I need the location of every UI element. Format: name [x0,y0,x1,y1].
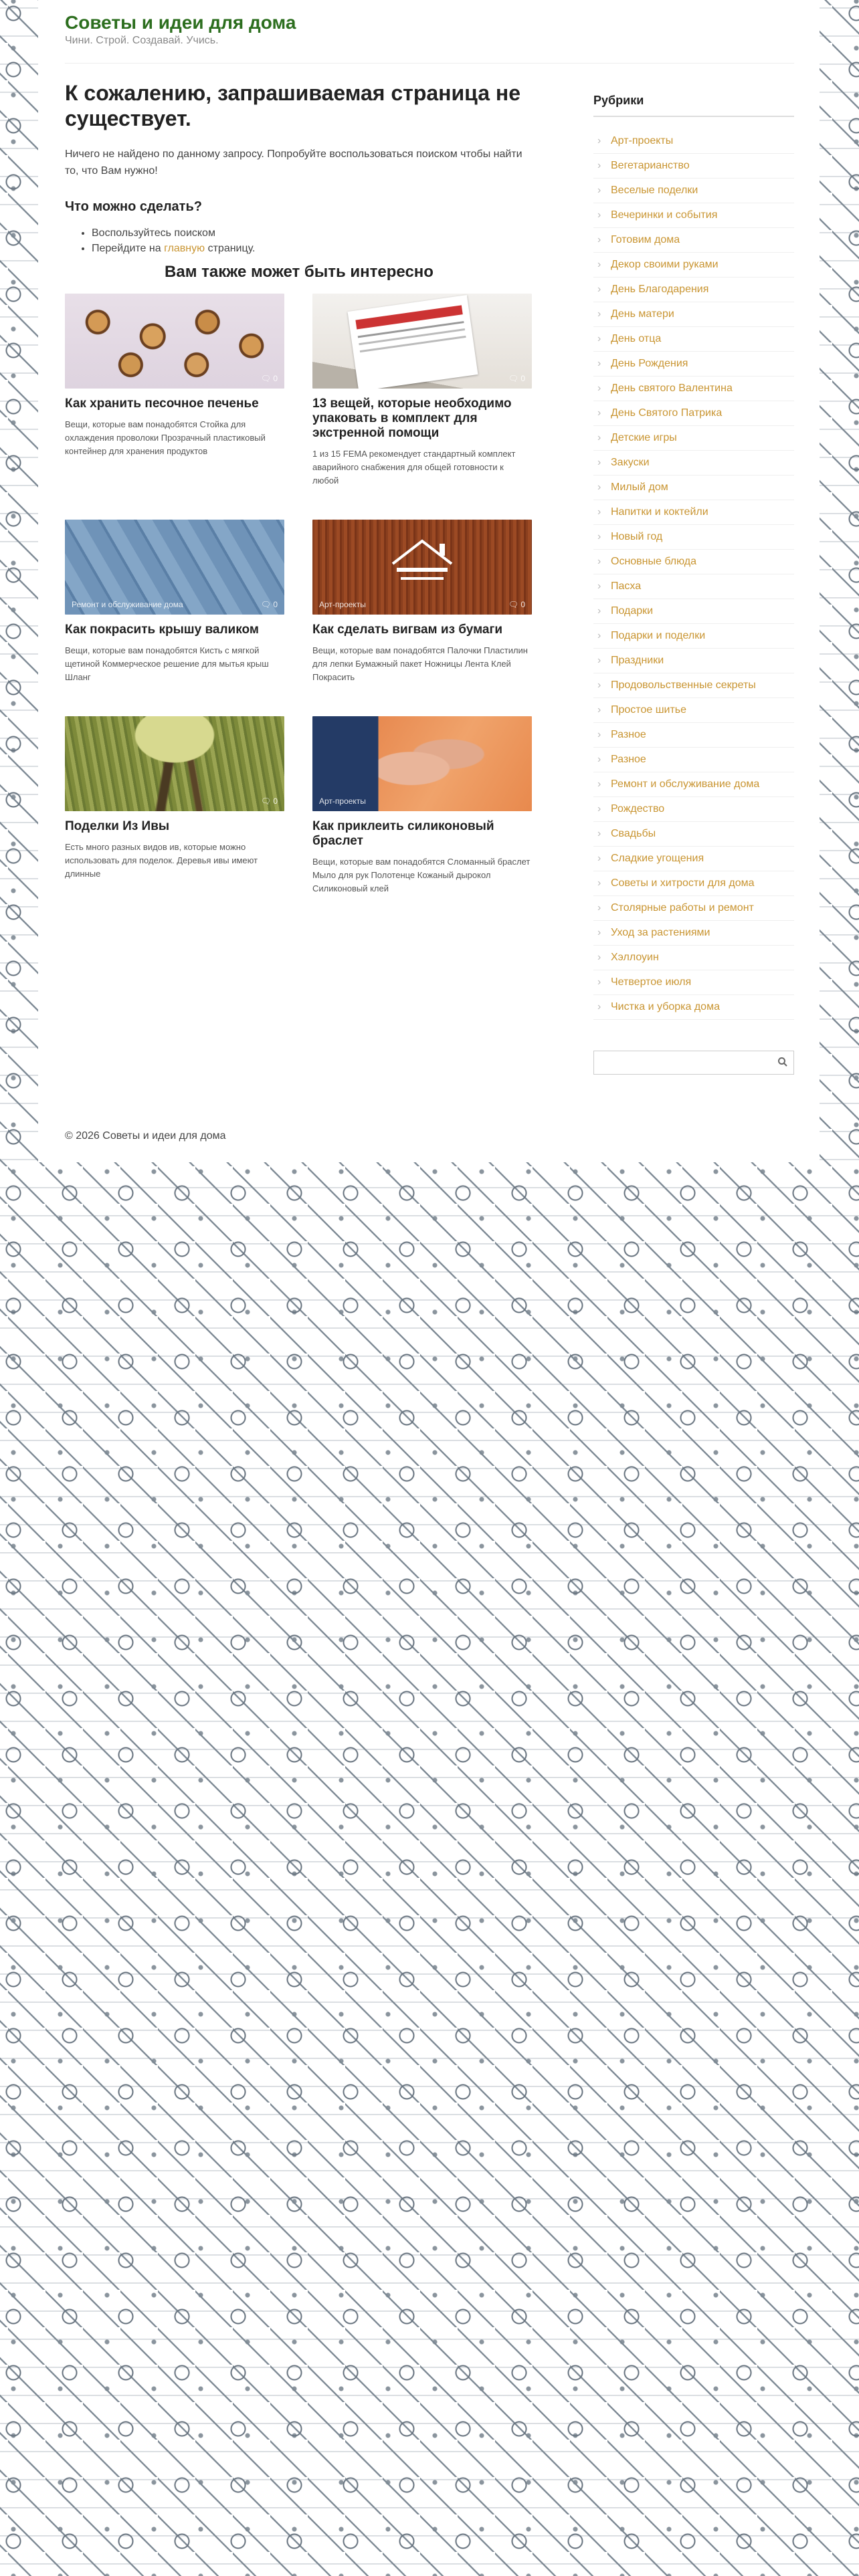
post-title[interactable]: Поделки Из Ивы [65,819,170,833]
category-link[interactable]: › Веселые поделки [593,179,794,203]
post-excerpt: 1 из 15 FEMA рекомендует стандартный комплект аварийного снабжения для общей готовности к любой [312,449,516,486]
related-posts-grid [65,294,533,895]
category-link[interactable]: › День Благодарения [593,278,794,302]
categories-heading: Рубрики [593,94,794,117]
related-post-card[interactable] [65,716,284,881]
category-link[interactable]: › Столярные работы и ремонт [593,896,794,921]
category-link[interactable]: › Подарки [593,599,794,624]
category-link[interactable]: › Пасха [593,574,794,599]
search-form [593,1051,794,1075]
thumb-meta [319,374,525,383]
category-link[interactable]: › День святого Валентина [593,377,794,401]
footer-copyright: © 2026 Советы и идеи для дома [65,1130,226,1142]
search-input[interactable] [594,1051,765,1074]
post-thumbnail-cookies[interactable] [65,294,284,389]
category-link[interactable]: › Рождество [593,797,794,822]
post-title[interactable]: Как покрасить крышу валиком [65,623,259,637]
post-excerpt: Вещи, которые вам понадобятся Стойка для охлаждения проволоки Прозрачный пластиковый контейнер для хранения продуктов [65,419,266,456]
thumb-meta [319,796,525,806]
suggestion-search: • Воспользуйтесь поиском [92,225,533,241]
category-link[interactable]: › Чистка и уборка дома [593,995,794,1020]
category-link[interactable]: › Сладкие угощения [593,847,794,871]
category-link[interactable]: › Закуски [593,451,794,475]
post-thumbnail-willow[interactable] [65,716,284,811]
related-post-card[interactable] [312,520,532,684]
page-container [38,0,820,1162]
category-link[interactable]: › Вечеринки и события [593,203,794,228]
category-link[interactable]: › Разное [593,748,794,772]
thumb-meta [72,374,278,383]
category-link[interactable]: › Продовольственные секреты [593,673,794,698]
post-thumbnail-bracelet[interactable] [312,716,532,811]
related-heading: Вам также может быть интересно [165,263,434,281]
not-found-message: Ничего не найдено по данному запросу. Попробуйте воспользоваться поиском чтобы найти то, что Вам нужно! [65,148,522,177]
post-title[interactable]: Как приклеить силиконовый браслет [312,819,494,848]
sidebar [593,94,794,1075]
comments-count-value: 0 [520,374,525,383]
search-icon[interactable] [777,1057,788,1067]
comments-count: 🗨 0 [260,796,278,806]
post-category: Арт-проекты [319,600,366,609]
related-post-card[interactable] [65,520,284,684]
post-title[interactable]: Как сделать вигвам из бумаги [312,623,503,637]
category-link[interactable]: › Подарки и поделки [593,624,794,649]
comments-count-value: 0 [520,600,525,609]
site-title-link[interactable]: Советы и идеи для дома [65,12,296,33]
category-link[interactable]: › Готовим дома [593,228,794,253]
categories-list [593,129,794,1020]
category-link[interactable]: › Советы и хитрости для дома [593,871,794,896]
category-link[interactable]: › Простое шитье [593,698,794,723]
post-thumbnail-checklist[interactable] [312,294,532,389]
category-link[interactable]: › Разное [593,723,794,748]
post-excerpt: Есть много разных видов ив, которые можно использовать для поделок. Деревья ивы имеют длинные [65,842,258,879]
category-link[interactable]: › Уход за растениями [593,921,794,946]
home-link[interactable]: главную [164,243,205,254]
post-category: Арт-проекты [319,796,366,806]
comments-count-value: 0 [273,796,278,806]
thumb-meta [319,600,525,609]
thumb-meta [72,600,278,609]
category-link[interactable]: › Основные блюда [593,550,794,574]
post-thumbnail-roof[interactable] [65,520,284,615]
checklist-header [355,305,462,329]
related-post-card[interactable] [312,294,532,488]
comments-count: 🗨 0 [508,374,525,383]
category-link[interactable]: › День Рождения [593,352,794,377]
post-excerpt: Вещи, которые вам понадобятся Палочки Пластилин для лепки Бумажный пакет Ножницы Лента Клей Покрасить [312,645,528,682]
category-link[interactable]: › Арт-проекты [593,129,794,154]
suggestion-home-prefix: Перейдите на [92,243,165,254]
related-post-card[interactable] [65,294,284,458]
category-link[interactable]: › Ремонт и обслуживание дома [593,772,794,797]
category-link[interactable]: › Свадьбы [593,822,794,847]
category-link[interactable]: › День отца [593,327,794,352]
category-link[interactable]: › Декор своими руками [593,253,794,278]
category-link[interactable]: › Милый дом [593,475,794,500]
category-link[interactable]: › Детские игры [593,426,794,451]
comments-count-value: 0 [273,374,278,383]
site-description: Чини. Строй. Создавай. Учись. [65,35,219,46]
comments-count: 🗨 0 [508,600,525,609]
thumb-meta [72,796,278,806]
checklist-line [360,336,466,352]
what-to-do-heading: Что можно сделать? [65,199,202,214]
site-header [65,9,794,64]
page-title: К сожалению, запрашиваемая страница не существует. [65,81,521,130]
suggestions-list [65,225,533,256]
category-link[interactable]: › Четвертое июля [593,970,794,995]
post-excerpt: Вещи, которые вам понадобятся Сломанный браслет Мыло для рук Полотенце Кожаный дырокол Силиконовый клей [312,857,531,893]
post-category: Ремонт и обслуживание дома [72,600,183,609]
post-thumbnail-wood-logo[interactable] [312,520,532,615]
suggestion-home [92,241,533,256]
comments-count-value: 0 [273,600,278,609]
suggestion-home-suffix: страницу. [205,243,256,254]
category-link[interactable]: › День матери [593,302,794,327]
comments-count: 🗨 0 [260,374,278,383]
category-link[interactable]: › Напитки и коктейли [593,500,794,525]
post-title[interactable]: Как хранить песочное печенье [65,397,259,411]
category-link[interactable]: › Новый год [593,525,794,550]
category-link[interactable]: › День Святого Патрика [593,401,794,426]
main-content [65,80,533,895]
related-post-card[interactable] [312,716,532,895]
comments-count: 🗨 0 [260,600,278,609]
post-title[interactable]: 13 вещей, которые необходимо упаковать в комплект для экстренной помощи [312,397,512,440]
category-link[interactable]: › Праздники [593,649,794,673]
post-excerpt: Вещи, которые вам понадобятся Кисть с мягкой щетиной Коммерческое решение для мытья крыш Шланг [65,645,269,682]
category-link[interactable]: › Вегетарианство [593,154,794,179]
category-link[interactable]: › Хэллоуин [593,946,794,970]
